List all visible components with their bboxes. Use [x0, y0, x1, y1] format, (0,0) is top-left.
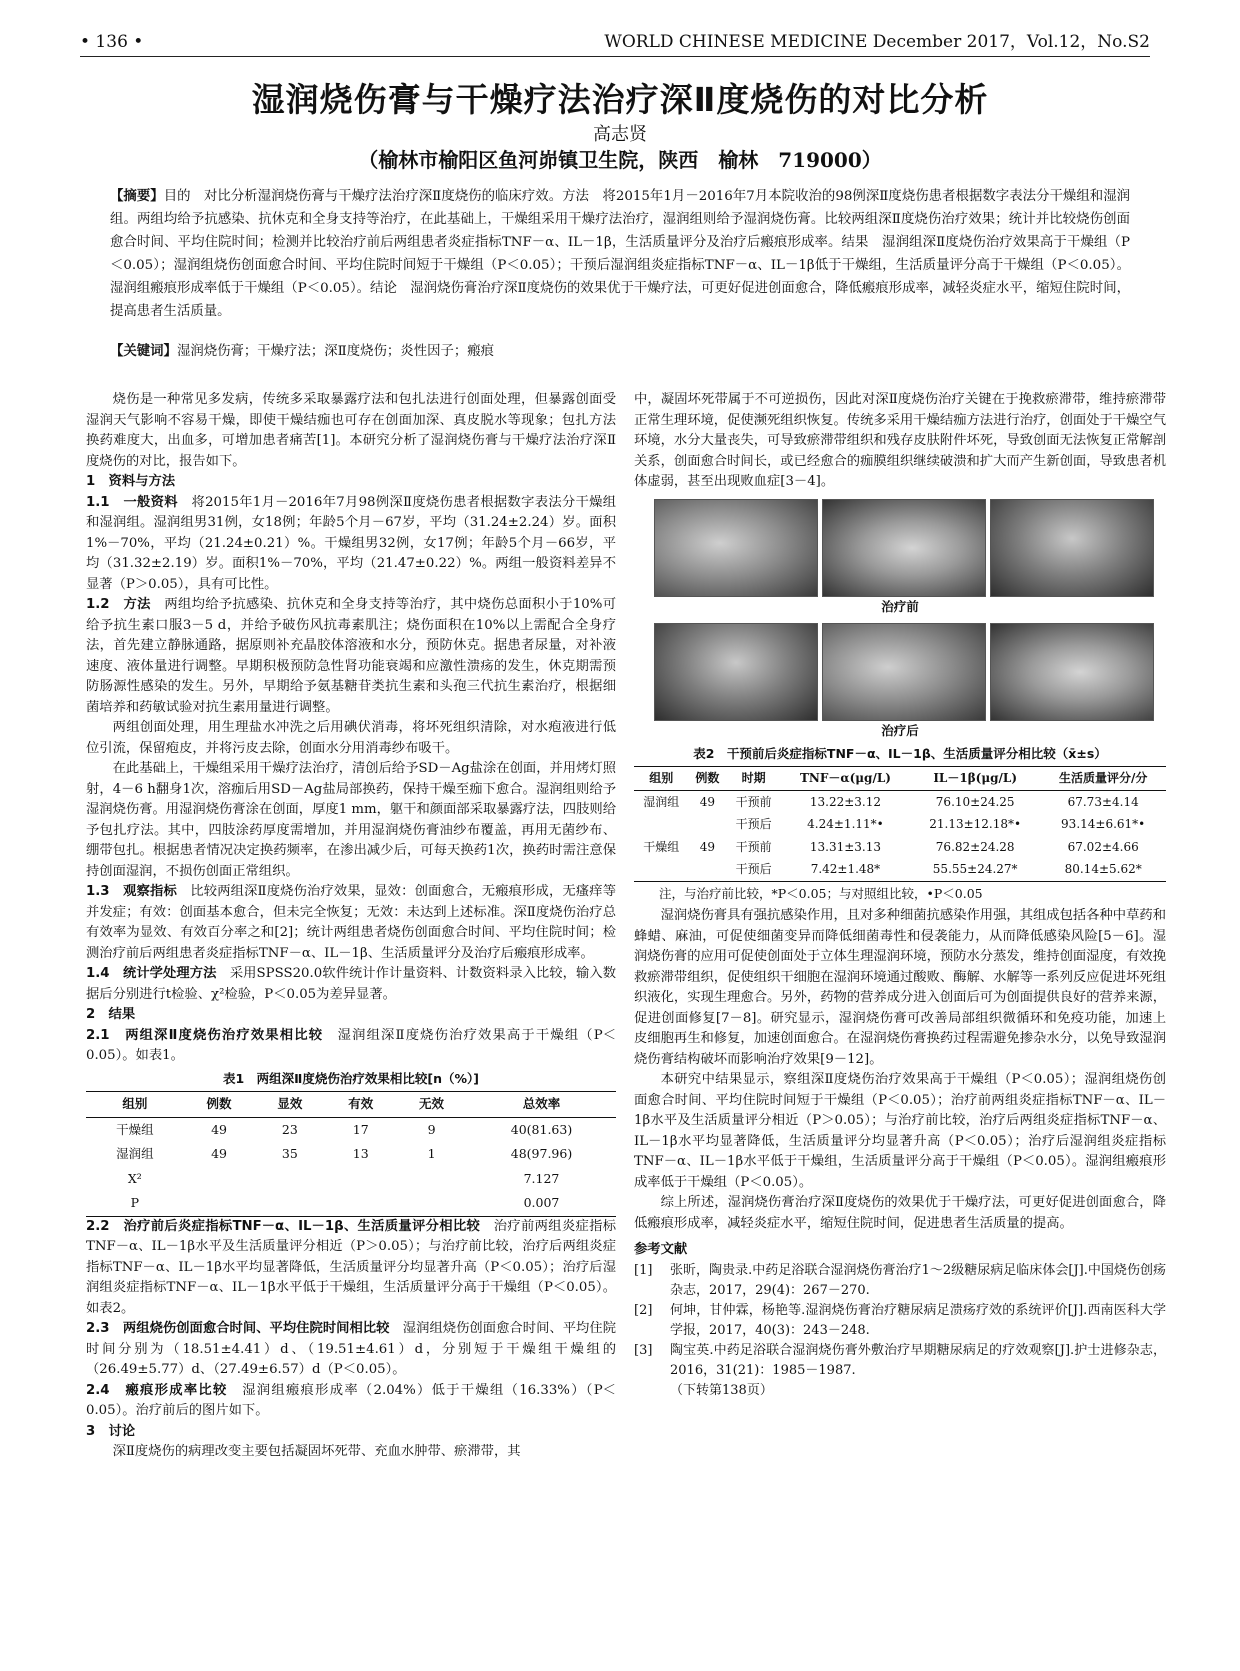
discussion-continued: 中，凝固坏死带属于不可逆损伤，因此对深Ⅱ度烧伤治疗关键在于挽救瘀滞带，维持瘀滞带正常生理环境，促使濒死组织恢复。传统多采用干燥结痂方法进行治疗，创面处于干燥空气环境，水分大量丧失，可导致瘀滞带组织和残存皮肤附件坏死，导致创面无法恢复正常解剖关系，创面愈合时间长，或已经愈合的痂膜组织继续破溃和扩大而产生新创面，导致患者机体虚弱，甚至出现败血症[3－4]。: [634, 392, 1166, 489]
abstract: [110, 185, 1130, 323]
burn-photo: [990, 623, 1154, 721]
table-cell: 湿润组: [116, 1146, 154, 1161]
photo-caption-before: 治疗前: [881, 598, 919, 614]
table-cell: 7.127: [523, 1170, 560, 1186]
reference-item: [2] 何坤，甘仲霖，杨艳等.湿润烧伤膏治疗糖尿病足溃疡疗效的系统评价[J].西南医科大学学报，2017，40(3)：243－248.: [634, 1302, 1166, 1338]
section-2-heading: 2 结果: [86, 1007, 136, 1022]
photo-row-before: [654, 499, 1154, 595]
table-cell: X²: [127, 1170, 142, 1186]
table-cell: 93.14±6.61*•: [1061, 817, 1146, 831]
section-1-4: 1.4 统计学处理方法 采用SPSS20.0软件统计作计量资料、计数资料录入比较，输入数据后分别进行t检验、χ²检验，P＜0.05为差异显著。: [86, 966, 617, 1002]
table-row: [86, 1191, 616, 1216]
discussion-start: 深Ⅱ度烧伤的病理改变主要包括凝固坏死带、充血水肿带、瘀滞带，其: [112, 1444, 521, 1459]
table-cell: 干预前: [735, 794, 772, 809]
table-cell: 干燥组: [643, 839, 680, 854]
table-cell: 9: [427, 1121, 436, 1137]
page-number: • 136 •: [80, 32, 144, 52]
table-header: 例数: [695, 771, 720, 785]
keywords-text: 湿润烧伤膏；干燥疗法；深Ⅱ度烧伤；炎性因子；瘢痕: [176, 344, 495, 359]
section-1-heading: 1 资料与方法: [86, 474, 176, 489]
wound-care-paragraph: 两组创面处理，用生理盐水冲洗之后用碘伏消毒，将坏死组织清除，对水疱液进行低位引流，保留疱皮，并将污皮去除，创面水分用消毒纱布吸干。: [86, 720, 616, 756]
section-1-2: 1.2 方法 两组均给予抗感染、抗休克和全身支持等治疗，其中烧伤总面积小于10%可给予抗生素口服3－5 d，并给予破伤风抗毒素肌注；烧伤面积在10%以上需配合全身疗法，首先建立静脉通路，据原则补充晶胶体溶液和水分，预防休克。据患者尿量，对补液速度、液体量进行调整。早期积极预防急性肾功能衰竭和应激性溃疡的发生，休克期需预防肠源性感染的发生。另外，早期给予氨基糖苷类抗生素和头孢三代抗生素治疗，根据细菌培养和药敏试验对抗生素用量进行调整。: [86, 597, 617, 715]
table-cell: 干预前: [735, 839, 772, 854]
burn-photo: [822, 499, 986, 597]
table-cell: 0.007: [523, 1195, 560, 1210]
table-2: [634, 766, 1166, 882]
table-row: [634, 858, 1166, 881]
burn-photo: [654, 623, 818, 721]
table-row: [634, 836, 1166, 859]
treatment-paragraph: 在此基础上，干燥组采用干燥疗法治疗，清创后给予SD－Ag盐涂在创面，并用烤灯照射，4－6 h翻身1次，溶痂后用SD－Ag盐局部换药，保持干燥至痂下愈合。湿润组则给予湿润烧伤膏。用湿润烧伤膏涂在创面，厚度1 mm，躯干和颜面部采取暴露疗法，四肢则给予包扎疗法。其中，四肢涂药厚度需增加，并用湿润烧伤膏油纱布覆盖，再用无菌纱布、绷带包扎。根据患者情况决定换药频率，在渗出减少后，可每天换药1次，换药时需注意保持创面湿润，不损伤创面正常组织。: [86, 761, 616, 879]
section-1-1: 1.1 一般资料 将2015年1月－2016年7月98例深Ⅱ度烧伤患者根据数字表法分干燥组和湿润组。湿润组男31例，女18例；年龄5个月－67岁，平均（31.24±2.24）岁。面积1%－70%，平均（21.24±0.21）%。干燥组男32例，女17例；年龄5个月－66岁，平均（31.32±2.19）岁。面积1%－70%，平均（21.47±0.22）%。两组一般资料差异不显著（P＞0.05），具有可比性。: [86, 494, 617, 592]
references-title: 参考文献: [634, 1242, 688, 1257]
table-cell: 13: [352, 1146, 369, 1161]
table-cell: P: [130, 1195, 140, 1210]
burn-photo: [654, 499, 818, 597]
table-cell: 13.22±3.12: [809, 794, 882, 809]
affiliation: （榆林市榆阳区鱼河峁镇卫生院，陕西 榆林 719000）: [358, 148, 882, 172]
table-cell: 49: [211, 1121, 227, 1137]
section-1-3: 1.3 观察指标 比较两组深Ⅱ度烧伤治疗效果，显效：创面愈合，无瘢痕形成，无瘙痒等并发症；有效：创面基本愈合，但未完全恢复；无效：未达到上述标准。深Ⅱ度烧伤治疗总有效率为显效、有效百分率之和[2]；统计两组患者烧伤创面愈合时间、平均住院时间；检测治疗前后两组患者炎症指标TNF－α、IL－1β、生活质量评分及治疗后瘢痕形成率。: [86, 884, 617, 961]
table-header: 例数: [206, 1096, 232, 1111]
table-cell: 4.24±1.11*•: [807, 817, 884, 831]
photo-caption-after: 治疗后: [881, 723, 919, 738]
table-cell: 35: [281, 1146, 298, 1161]
table-1: [86, 1091, 616, 1217]
references: [634, 1240, 1166, 1401]
discussion-paragraph-3: 本研究中结果显示，察组深Ⅱ度烧伤治疗效果高于干燥组（P＜0.05）；湿润组烧伤创面愈合时间、平均住院时间短于干燥组（P＜0.05）；治疗前两组炎症指标TNF－α、IL－1β水平及生活质量评分相近（P＞0.05）；与治疗前比较，治疗后两组炎症指标TNF－α、IL－1β水平均显著降低，生活质量评分均显著升高（P＜0.05）；治疗后湿润组炎症指标TNF－α、IL－1β水平低于干燥组，生活质量评分高于干燥组（P＜0.05）。湿润组瘢痕形成率低于干燥组（P＜0.05）。: [634, 1072, 1166, 1190]
table-cell: 55.55±24.27*: [932, 862, 1018, 876]
table-cell: 17: [352, 1121, 369, 1137]
table-row: [634, 790, 1166, 813]
section-2-3: 2.3 两组烧伤创面愈合时间、平均住院时间相比较 湿润组烧伤创面愈合时间、平均住院时间分别为（18.51±4.41）d、（19.51±4.61）d，分别短于干燥组干燥组的（26.49±5.77）d、（27.49±6.57）d（P＜0.05）。: [86, 1321, 617, 1377]
discussion-paragraph-2: 湿润烧伤膏具有强抗感染作用，且对多种细菌抗感染作用强，其组成包括各种中草药和蜂蜡、麻油，可促使细菌变异而降低细菌毒性和侵袭能力，从而降低感染风险[5－6]。湿润烧伤膏的应用可促使创面处于立体生理湿润环境，预防水分蒸发，维持创面湿度，有效挽救瘀滞带组织，促使组织干细胞在湿润环境通过酸败、酶解、水解等一系列反应促进坏死组织液化，实现生理愈合。另外，药物的营养成分进入创面后可为创面提供良好的营养来源，促进创面修复[7－8]。研究显示，湿润烧伤膏可改善局部组织微循环和免疫功能，加速上皮细胞再生和修复，加速创面愈合。在湿润烧伤膏换药过程需避免掺杂水分，以免导致湿润烧伤膏结构破坏而影响治疗效果[9－12]。: [634, 908, 1166, 1067]
author: 高志贤: [593, 124, 647, 145]
table-header: 组别: [649, 771, 674, 785]
table-header: 时期: [741, 771, 766, 785]
table-header: TNF－α(μg/L): [799, 771, 891, 785]
table-cell: 1: [427, 1146, 436, 1161]
table-2-header-row: [634, 767, 1166, 791]
table-cell: 23: [281, 1121, 298, 1137]
continued-note: （下转第138页）: [670, 1382, 773, 1398]
running-header: [80, 18, 1150, 57]
table-cell: 76.82±24.28: [935, 839, 1015, 854]
table-cell: 干燥组: [116, 1121, 154, 1137]
table-cell: 13.31±3.13: [809, 839, 882, 854]
table-row: [86, 1117, 616, 1142]
section-2-1: 2.1 两组深Ⅱ度烧伤治疗效果相比较 湿润组深Ⅱ度烧伤治疗效果高于干燥组（P＜0.05）。如表1。: [86, 1027, 616, 1063]
table-cell: 21.13±12.18*•: [929, 817, 1022, 831]
paper-title: 湿润烧伤膏与干燥疗法治疗深Ⅱ度烧伤的对比分析: [251, 80, 989, 119]
table-1-caption: 表1 两组深Ⅱ度烧伤治疗效果相比较[n（%）]: [222, 1070, 480, 1086]
table-header: IL－1β(μg/L): [933, 771, 1018, 785]
table-row: [86, 1142, 616, 1167]
table-2-note: 注，与治疗前比较，*P＜0.05；与对照组比较，•P＜0.05: [659, 885, 983, 901]
table-cell: 湿润组: [643, 794, 680, 809]
table-cell: 76.10±24.25: [935, 794, 1015, 809]
table-cell: 7.42±1.48*: [810, 862, 881, 876]
abstract-text: 目的 对比分析湿润烧伤膏与干燥疗法治疗深Ⅱ度烧伤的临床疗效。方法 将2015年1月－2016年7月本院收治的98例深Ⅱ度烧伤患者根据数字表法分干燥组和湿润组。两组均给予抗感染、抗休克和全身支持等治疗，在此基础上，干燥组采用干燥疗法治疗，湿润组则给予湿润烧伤膏。比较两组深Ⅱ度烧伤治疗效果；统计并比较烧伤创面愈合时间、平均住院时间；检测并比较治疗前后两组患者炎症指标TNF－α、IL－1β，生活质量评分及治疗后瘢痕形成率。结果 湿润组深Ⅱ度烧伤治疗效果高于干燥组（P＜0.05）；湿润组烧伤创面愈合时间、平均住院时间短于干燥组（P＜0.05）；干预后湿润组炎症指标TNF－α、IL－1β低于干燥组，生活质量评分高于干燥组（P＜0.05）。湿润组瘢痕形成率低于干燥组（P＜0.05）。结论 湿润烧伤膏治疗深Ⅱ度烧伤的效果优于干燥疗法，可更好促进创面愈合，降低瘢痕形成率，减轻炎症水平，缩短住院时间，提高患者生活质量。: [110, 189, 1131, 319]
intro-paragraph: 烧伤是一种常见多发病，传统多采取暴露疗法和包扎法进行创面处理，但暴露创面受湿润天气影响不容易干燥，即使干燥结痂也可存在创面加深、真皮脱水等现象；包扎方法换药难度大，出血多，可增加患者痛苦[1]。本研究分析了湿润烧伤膏与干燥疗法治疗深Ⅱ度烧伤的对比，报告如下。: [86, 392, 616, 469]
abstract-label: 【摘要】: [110, 189, 164, 204]
table-2-caption: 表2 干预前后炎症指标TNF－α、IL－1β、生活质量评分相比较（x̄±s）: [693, 745, 1107, 761]
table-cell: 干预后: [735, 862, 772, 876]
reference-item: [3] 陶宝英.中药足浴联合湿润烧伤膏外敷治疗早期糖尿病足的疗效观察[J].护士进修杂志，2016，31(21)：1985－1987.: [634, 1342, 1166, 1378]
conclusion-paragraph: 综上所述，湿润烧伤膏治疗深Ⅱ度烧伤的效果优于干燥疗法，可更好促进创面愈合，降低瘢痕形成率，减轻炎症水平，缩短住院时间，促进患者生活质量的提高。: [634, 1195, 1166, 1231]
reference-item: [1] 张昕，陶贵录.中药足浴联合湿润烧伤膏治疗1～2级糖尿病足临床体会[J].中国烧伤创疡杂志，2017，29(4)：267－270.: [634, 1262, 1166, 1298]
table-row: [634, 813, 1166, 836]
table-cell: 40(81.63): [510, 1121, 573, 1137]
section-2-4: 2.4 瘢痕形成率比较 湿润组瘢痕形成率（2.04%）低于干燥组（16.33%）（P＜0.05）。治疗前后的图片如下。: [86, 1382, 616, 1418]
table-cell: 80.14±5.62*: [1064, 862, 1142, 876]
table-cell: 49: [211, 1146, 227, 1161]
journal-info: WORLD CHINESE MEDICINE December 2017，Vol.12，No.S2: [604, 32, 1150, 52]
table-row: [86, 1167, 616, 1192]
keywords: [110, 340, 1130, 359]
right-column: [634, 390, 1166, 1401]
table-header: 显效: [277, 1096, 303, 1111]
burn-photo: [822, 623, 986, 721]
table-1-header-row: [86, 1092, 616, 1118]
table-cell: 48(97.96): [510, 1146, 573, 1161]
table-cell: 49: [699, 794, 716, 809]
table-cell: 干预后: [735, 817, 772, 831]
section-3-heading: 3 讨论: [86, 1423, 136, 1439]
photo-row-after: [654, 623, 1154, 719]
keywords-label: 【关键词】: [110, 343, 177, 359]
table-cell: 67.73±4.14: [1067, 794, 1139, 809]
burn-photo: [990, 499, 1154, 597]
table-cell: 67.02±4.66: [1067, 839, 1139, 854]
table-header: 有效: [348, 1096, 374, 1111]
section-2-2: 2.2 治疗前后炎症指标TNF－α、IL－1β、生活质量评分相比较 治疗前两组炎症指标TNF－α、IL－1β水平及生活质量评分相近（P＞0.05）；与治疗前比较，治疗后两组炎症指标TNF－α、IL－1β水平均显著降低，生活质量评分均显著升高（P＜0.05）；治疗后湿润组炎症指标TNF－α、IL－1β水平低于干燥组，生活质量评分高于干燥组（P＜0.05）。如表2。: [86, 1218, 617, 1316]
table-header: 生活质量评分/分: [1058, 771, 1148, 785]
table-header: 无效: [419, 1096, 445, 1111]
left-column: [86, 390, 616, 1463]
table-header: 总效率: [522, 1096, 561, 1111]
table-header: 组别: [122, 1096, 148, 1111]
table-cell: 49: [699, 839, 716, 854]
